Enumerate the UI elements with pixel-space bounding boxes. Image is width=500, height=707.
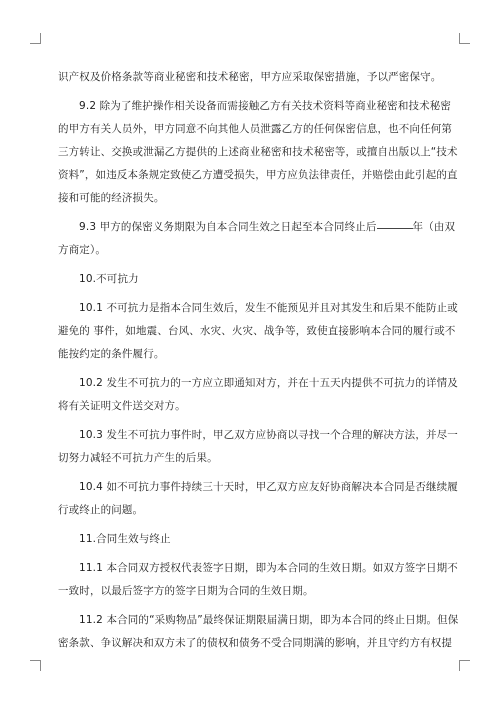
text-line-content: 一致时，以最后签字方的签字日期为合同的生效日期。 [58, 585, 314, 597]
text-line-content: 行或终止的问题。 [58, 504, 144, 516]
text-line [58, 297, 458, 320]
text-line-content: 10.不可抗力 [79, 273, 139, 285]
text-line-content: 11.2 本合同的“采购物品”最终保证期限届满日期，即为本合同的终止日期。但保 [79, 614, 459, 626]
fill-in-blank [377, 227, 413, 229]
text-line [58, 66, 442, 89]
text-line-content: 10.1 不可抗力是指本合同生效后，发生不能预见并且对其发生和后果不能防止或 [79, 302, 458, 314]
text-line [58, 187, 442, 210]
crop-mark-bottom-right [459, 660, 470, 671]
text-line [58, 141, 458, 164]
document-body [58, 66, 459, 655]
text-line-content: 避免的 事件，如地震、台风、水灾、火灾、战争等，致使直接影响本合同的履行或不 [58, 325, 456, 337]
text-line [58, 609, 459, 632]
text-line [58, 557, 458, 580]
text-line [58, 372, 458, 395]
text-line [58, 320, 456, 343]
text-line-suffix: 年（由双 [412, 221, 456, 233]
text-line [58, 216, 456, 239]
text-line [58, 239, 442, 262]
text-line [58, 395, 442, 418]
text-line [58, 580, 442, 603]
text-line [58, 632, 453, 655]
text-line [58, 343, 442, 366]
text-line-content: 11.合同生效与终止 [79, 533, 171, 545]
text-line-content: 接和可能的经济损失。 [58, 192, 165, 204]
text-line-content: 密条款、争议解决和双方未了的债权和债务不受合同期满的影响，并且守约方有权提 [58, 637, 453, 649]
text-line [58, 95, 452, 118]
text-line-content: 10.3 发生不可抗力事件时，甲乙双方应协商以寻找一个合理的解决方法，并尽一 [79, 429, 458, 441]
text-line-content: 10.2 发生不可抗力的一方应立即通知对方，并在十五天内提供不可抗力的详情及 [79, 377, 458, 389]
text-line-content: 识产权及价格条款等商业秘密和技术秘密，甲方应采取保密措施，予以严密保守。 [58, 71, 442, 83]
text-line-content: 的甲方有关人员外，甲方同意不向其他人员泄露乙方的任何保密信息，也不向任何第 [58, 123, 453, 135]
text-line-content: 10.4 如不可抗力事件持续三十天时，甲乙双方应友好协商解决本合同是否继续履 [79, 481, 458, 493]
text-line-content: 方商定）。 [58, 244, 106, 256]
text-line [58, 118, 453, 141]
text-line [58, 528, 442, 551]
text-line [58, 164, 458, 187]
text-line-content: 三方转让、交换或泄漏乙方提供的上述商业秘密和技术秘密等，或擅自出版以上“技术 [58, 146, 458, 158]
text-line [58, 268, 442, 291]
text-line-content: 9.2 除为了维护操作相关设备而需接触乙方有关技术资料等商业秘密和技术秘密 [79, 100, 452, 112]
text-line [58, 424, 458, 447]
text-line-content: 11.1 本合同双方授权代表签字日期，即为本合同的生效日期。如双方签字日期不 [79, 562, 458, 574]
crop-mark-top-right [459, 33, 470, 44]
text-line-content: 将有关证明文件送交对方。 [58, 400, 186, 412]
text-line-content: 9.3 甲方的保密义务期限为自本合同生效之日起至本合同终止后 [79, 221, 377, 233]
text-line [58, 447, 442, 470]
text-line [58, 499, 442, 522]
text-line-content: 资料”，如违反本条规定致使乙方遭受损失，甲方应负法律责任，并赔偿由此引起的直 [58, 169, 458, 181]
crop-mark-top-left [30, 33, 41, 44]
crop-mark-bottom-left [30, 660, 41, 671]
text-line-content: 切努力减轻不可抗力产生的后果。 [58, 452, 218, 464]
text-line-content: 能按约定的条件履行。 [58, 348, 165, 360]
text-line [58, 476, 458, 499]
